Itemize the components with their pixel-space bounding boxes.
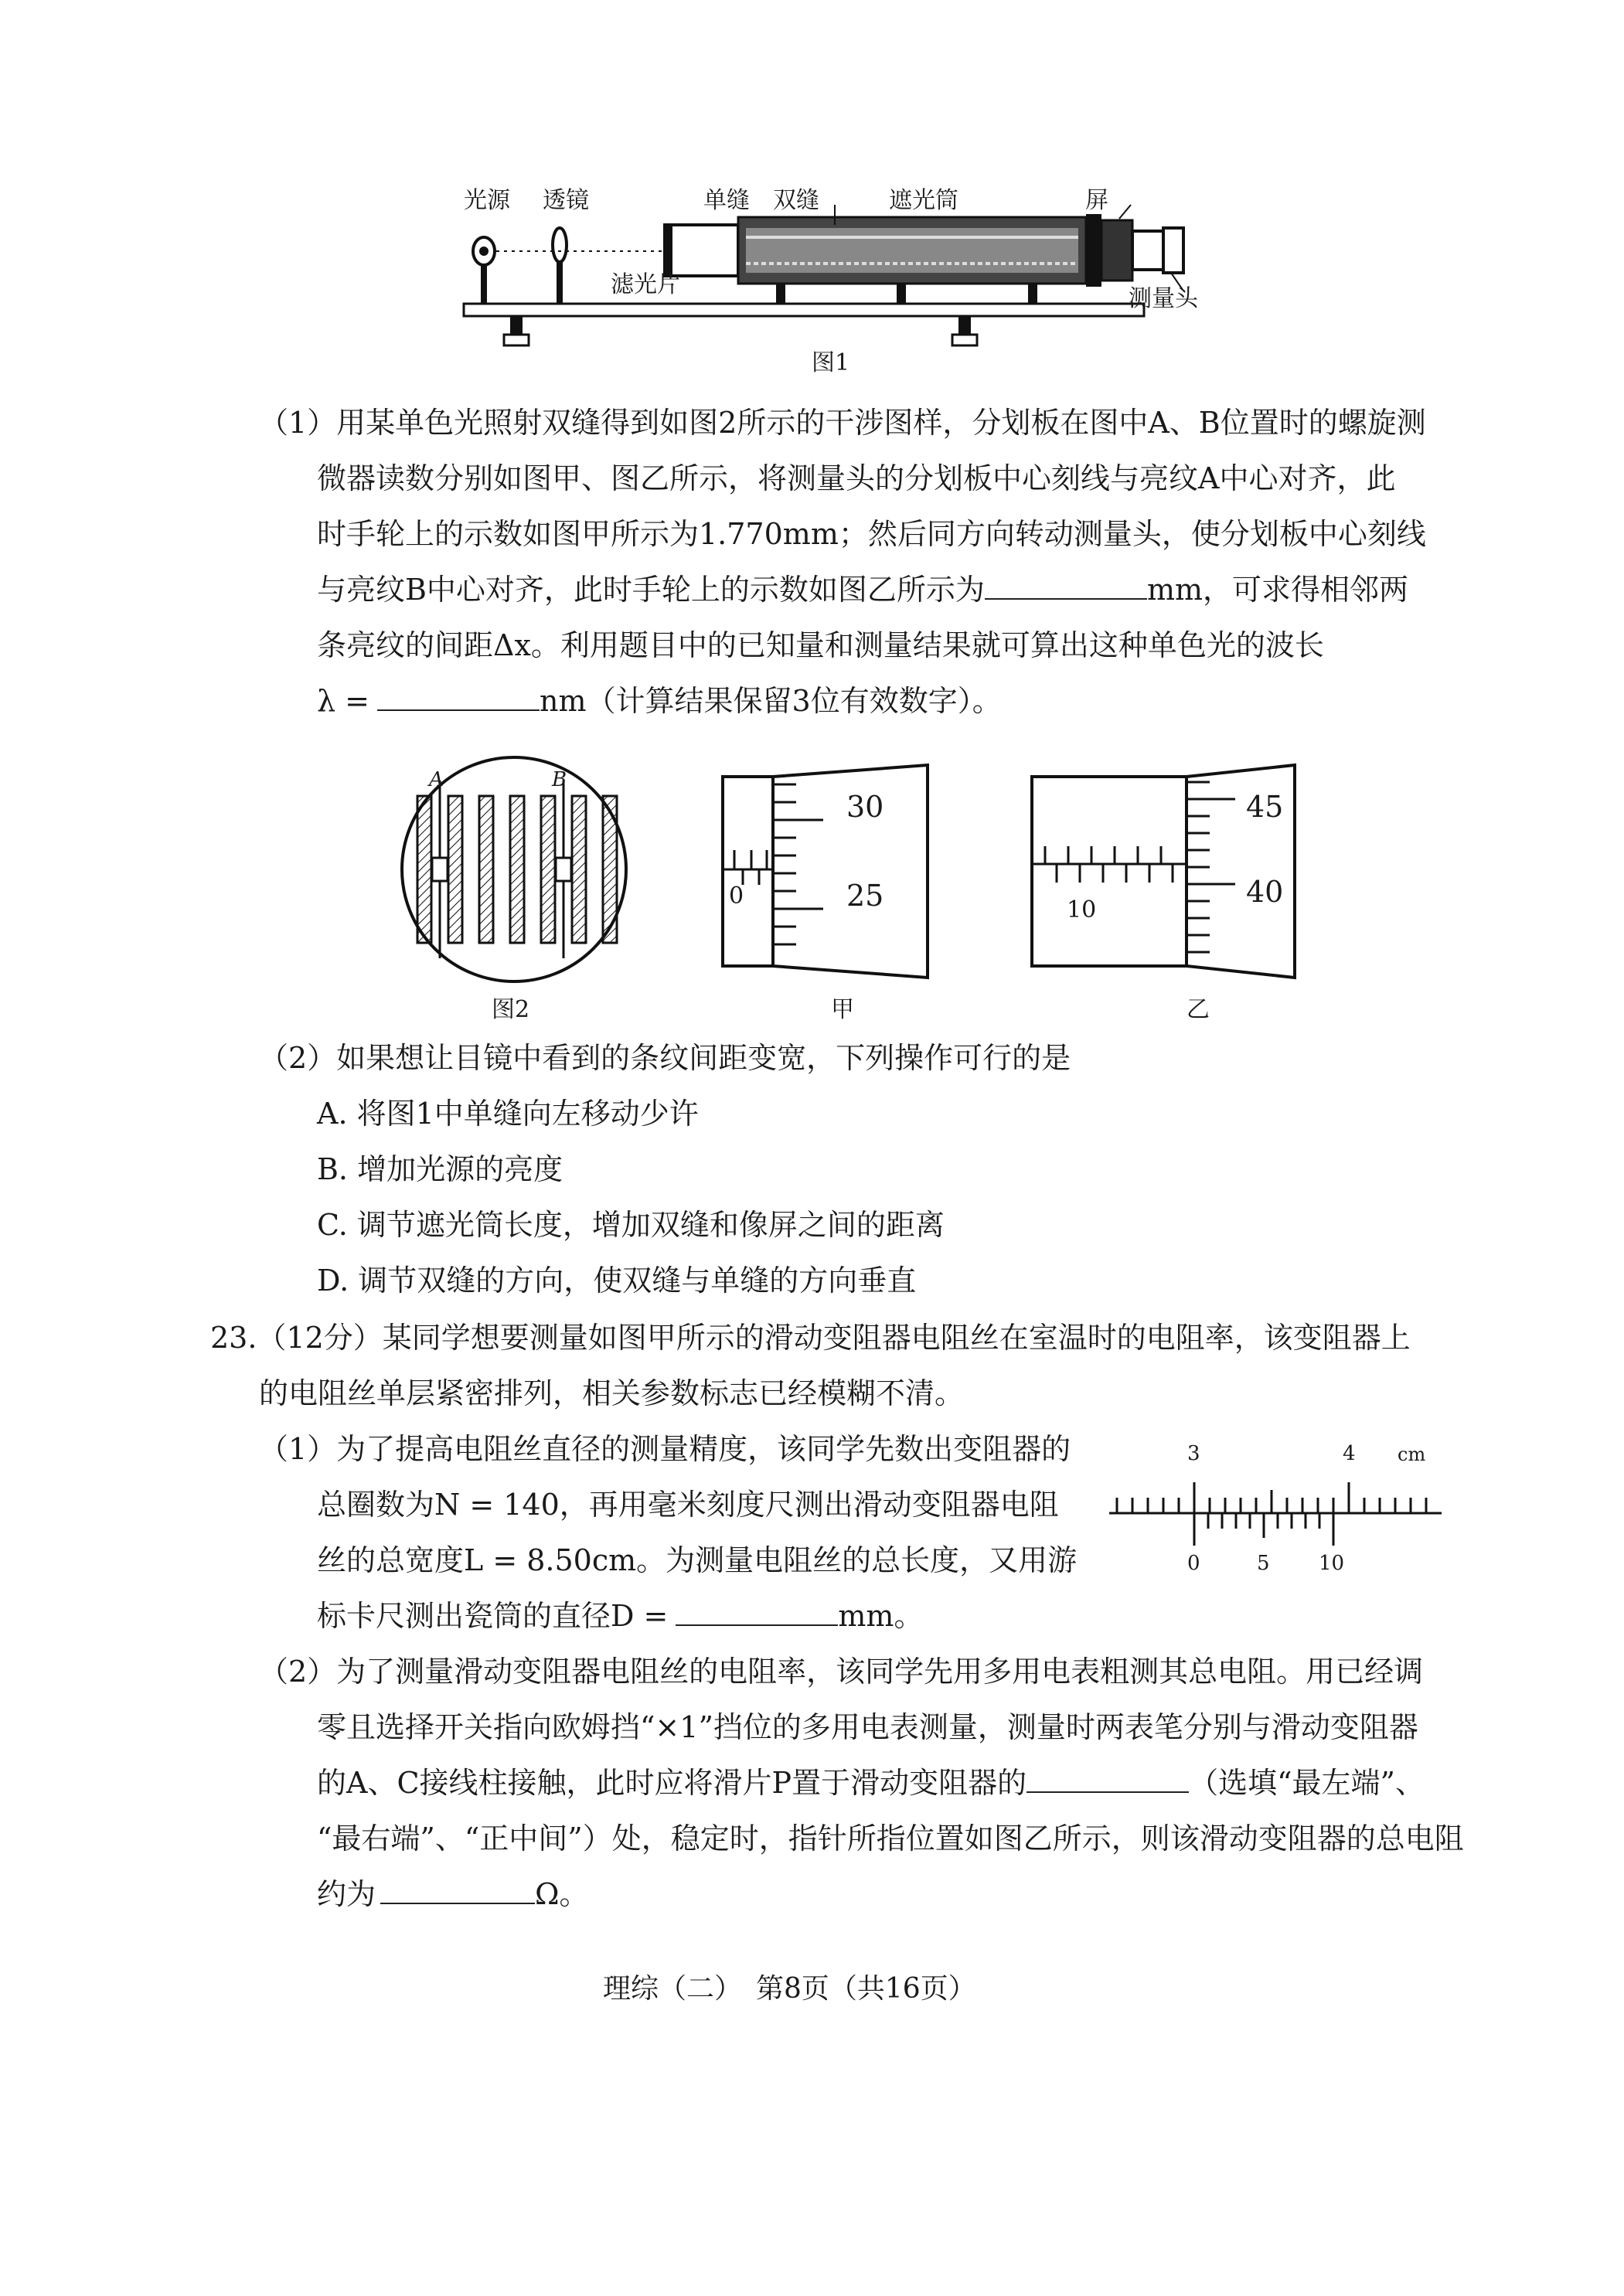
- label-light-tube: 遮光筒: [889, 187, 958, 214]
- caliper-vernier-10: 10: [1319, 1552, 1345, 1575]
- caliper-vernier-0: 0: [1187, 1552, 1200, 1575]
- label-lens: 透镜: [543, 187, 589, 214]
- q23-2-line-1: （2）为了测量滑动变阻器电阻丝的电阻率，该同学先用多用电表粗测其总电阻。用已经调: [259, 1655, 1424, 1689]
- figure-2-interference-pattern: [383, 750, 645, 989]
- figure-yi-micrometer: [1028, 750, 1306, 981]
- answer-blank-diameter[interactable]: [676, 1601, 838, 1626]
- q23-line-2: 的电阻丝单层紧密排列，相关参数标志已经模糊不清。: [259, 1376, 965, 1410]
- answer-blank-wavelength[interactable]: [377, 686, 540, 711]
- label-screen: 屏: [1085, 187, 1108, 214]
- answer-blank-slider-position[interactable]: [1026, 1768, 1189, 1793]
- yi-thimble-40: 40: [1246, 875, 1284, 909]
- caliper-main-3: 3: [1187, 1442, 1200, 1465]
- caliper-unit: cm: [1398, 1444, 1426, 1465]
- label-single-slit: 单缝: [703, 187, 750, 214]
- q23-2-line-3-a: 的A、C接线柱接触，此时应将滑片P置于滑动变阻器的: [317, 1766, 1027, 1800]
- q23-1-line-4-a: 标卡尺测出瓷筒的直径D =: [317, 1599, 669, 1633]
- figure-jia-caption: 甲: [831, 996, 854, 1023]
- q22-2-option-d[interactable]: D. 调节双缝的方向，使双缝与单缝的方向垂直: [317, 1264, 917, 1298]
- q22-2-option-c[interactable]: C. 调节遮光筒长度，增加双缝和像屏之间的距离: [317, 1208, 945, 1242]
- q23-1-line-4-b: mm。: [838, 1599, 924, 1633]
- page-footer: 理综（二） 第8页（共16页）: [603, 1973, 976, 2005]
- q22-1-line-2: 微器读数分别如图甲、图乙所示，将测量头的分划板中心刻线与亮纹A中心对齐，此: [317, 461, 1396, 495]
- q22-1-line-6-a: λ =: [317, 684, 370, 718]
- q22-1-line-6-b: nm（计算结果保留3位有效数字）。: [540, 684, 1002, 718]
- q22-1-line-4-b: mm，可求得相邻两: [1146, 573, 1409, 607]
- figure-2-caption: 图2: [492, 996, 530, 1023]
- q23-line-1: 23.（12分）某同学想要测量如图甲所示的滑动变阻器电阻丝在室温时的电阻率，该变阻器上: [210, 1321, 1411, 1355]
- label-light-source: 光源: [464, 187, 510, 214]
- fig2-label-a: A: [429, 768, 444, 791]
- q22-1-line-4: [317, 573, 1409, 607]
- q23-2-line-5-b: Ω。: [535, 1877, 589, 1911]
- q23-1-line-1: （1）为了提高电阻丝直径的测量精度，该同学先数出变阻器的: [259, 1432, 1071, 1466]
- q22-2-stem: （2）如果想让目镜中看到的条纹间距变宽，下列操作可行的是: [259, 1041, 1071, 1075]
- q23-2-line-2: 零且选择开关指向欧姆挡“×1”挡位的多用电表测量，测量时两表笔分别与滑动变阻器: [317, 1710, 1418, 1744]
- figure-yi-caption: 乙: [1187, 996, 1210, 1023]
- q23-2-line-4: “最右端”、“正中间”）处，稳定时，指针所指位置如图乙所示，则该滑动变阻器的总电阻: [317, 1821, 1464, 1856]
- caliper-vernier-5: 5: [1257, 1552, 1270, 1575]
- label-double-slit: 双缝: [773, 187, 819, 214]
- q23-1-line-4: [317, 1601, 923, 1631]
- q23-2-line-5-a: 约为: [317, 1877, 376, 1911]
- figure-jia-micrometer: [719, 750, 958, 981]
- figure-1-caption: 图1: [812, 349, 850, 376]
- q22-1-line-1: （1）用某单色光照射双缝得到如图2所示的干涉图样，分划板在图中A、B位置时的螺旋测: [259, 406, 1426, 440]
- q22-1-line-5: 条亮纹的间距Δx。利用题目中的已知量和测量结果就可算出这种单色光的波长: [317, 628, 1324, 662]
- yi-sleeve-10: 10: [1067, 896, 1097, 924]
- q22-1-line-4-a: 与亮纹B中心对齐，此时手轮上的示数如图乙所示为: [317, 573, 985, 607]
- jia-thimble-25: 25: [846, 879, 884, 913]
- vernier-caliper-figure: [1105, 1468, 1445, 1561]
- answer-blank-resistance[interactable]: [380, 1879, 535, 1904]
- q22-2-option-a[interactable]: A. 将图1中单缝向左移动少许: [317, 1097, 699, 1131]
- jia-sleeve-0: 0: [729, 883, 744, 910]
- q23-1-line-2: 总圈数为N = 140，再用毫米刻度尺测出滑动变阻器电阻: [317, 1488, 1059, 1522]
- q22-2-option-b[interactable]: B. 增加光源的亮度: [317, 1152, 563, 1186]
- answer-blank-reading-b[interactable]: [985, 575, 1147, 600]
- q23-2-line-3: [317, 1768, 1425, 1798]
- label-measuring-head: 测量头: [1129, 285, 1198, 312]
- caliper-main-4: 4: [1343, 1442, 1356, 1465]
- q23-2-line-3-b: （选填“最左端”、: [1189, 1766, 1425, 1800]
- q23-1-line-3: 丝的总宽度L = 8.50cm。为测量电阻丝的总长度，又用游: [317, 1543, 1078, 1577]
- label-filter: 滤光片: [611, 271, 680, 298]
- q22-1-line-3: 时手轮上的示数如图甲所示为1.770mm；然后同方向转动测量头，使分划板中心刻线: [317, 517, 1426, 551]
- q23-2-line-5: [317, 1879, 589, 1909]
- jia-thimble-30: 30: [846, 790, 884, 824]
- q22-1-line-6: [317, 686, 1002, 716]
- yi-thimble-45: 45: [1246, 790, 1284, 824]
- fig2-label-b: B: [552, 768, 567, 791]
